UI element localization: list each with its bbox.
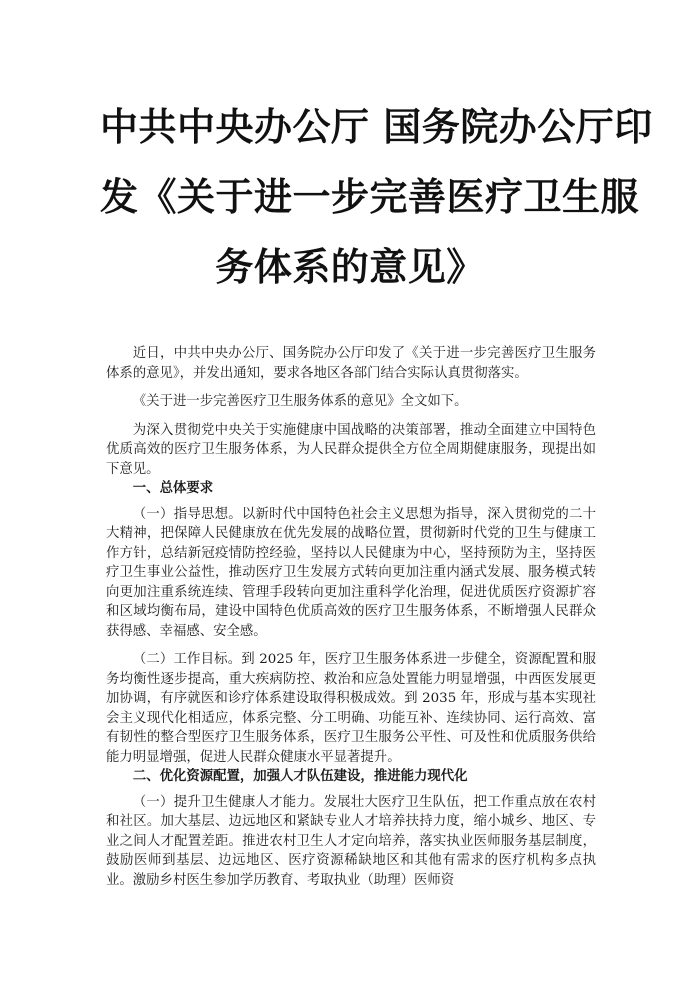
title-line-3: 务体系的意见》 bbox=[215, 245, 485, 289]
guiding-principle-paragraph: （一）指导思想。以新时代中国特色社会主义思想为指导，深入贯彻党的二十大精神，把保障人民健康放在优先发展的战略位置，贯彻新时代党的卫生与健康工作方针，总结新冠疫情防控经验，坚持以人民健康为中心，坚持预防为主，坚持医疗卫生事业公益性，推动医疗卫生发展方式转向更加注重内涵式发展、服务模式转向更加注重系统连续、管理手段转向更加注重科学化治理，促进优质医疗资源扩容和区域均衡布局，建设中国特色优质高效的医疗卫生服务体系，不断增强人民群众获得感、幸福感、安全感。 bbox=[106, 506, 596, 639]
work-goals-paragraph: （二）工作目标。到 2025 年，医疗卫生服务体系进一步健全，资源配置和服务均衡性逐步提高，重大疾病防控、救治和应急处置能力明显增强，中西医发展更加协调，有序就医和诊疗体系建设取得积极成效。到 2035 年，形成与基本实现社会主义现代化相适应，体系完整、分工明确、功能互补、连续协同、运行高效、富有韧性的整合型医疗卫生服务体系，医疗卫生服务公平性、可及性和优质服务供给能力明显增强，促进人民群众健康水平显著提升。 bbox=[106, 652, 596, 765]
section-heading-1: 一、总体要求 bbox=[132, 481, 214, 496]
document-body bbox=[106, 344, 596, 899]
fulltext-paragraph: 《关于进一步完善医疗卫生服务体系的意见》全文如下。 bbox=[132, 394, 468, 409]
intro-paragraph: 近日，中共中央办公厅、国务院办公厅印发了《关于进一步完善医疗卫生服务体系的意见》，并发出通知，要求各地区各部门结合实际认真贯彻落实。 bbox=[106, 346, 596, 381]
document-title bbox=[100, 92, 653, 302]
section-heading-2: 二、优化资源配置，加强人才队伍建设，推进能力现代化 bbox=[132, 769, 468, 784]
title-line-2: 发《关于进一步完善医疗卫生服 bbox=[100, 175, 640, 219]
talent-paragraph: （一）提升卫生健康人才能力。发展壮大医疗卫生队伍，把工作重点放在农村和社区。加大基层、边远地区和紧缺专业人才培养扶持力度，缩小城乡、地区、专业之间人才配置差距。推进农村卫生人才定向培养，落实执业医师服务基层制度，鼓励医师到基层、边远地区、医疗资源稀缺地区和其他有需求的医疗机构多点执业。激励乡村医生参加学历教育、考取执业（助理）医师资 bbox=[106, 794, 596, 888]
purpose-paragraph: 为深入贯彻党中央关于实施健康中国战略的决策部署，推动全面建立中国特色优质高效的医疗卫生服务体系，为人民群众提供全方位全周期健康服务，现提出如下意见。 bbox=[106, 422, 596, 477]
title-line-1: 中共中央办公厅 国务院办公厅印 bbox=[100, 105, 653, 149]
